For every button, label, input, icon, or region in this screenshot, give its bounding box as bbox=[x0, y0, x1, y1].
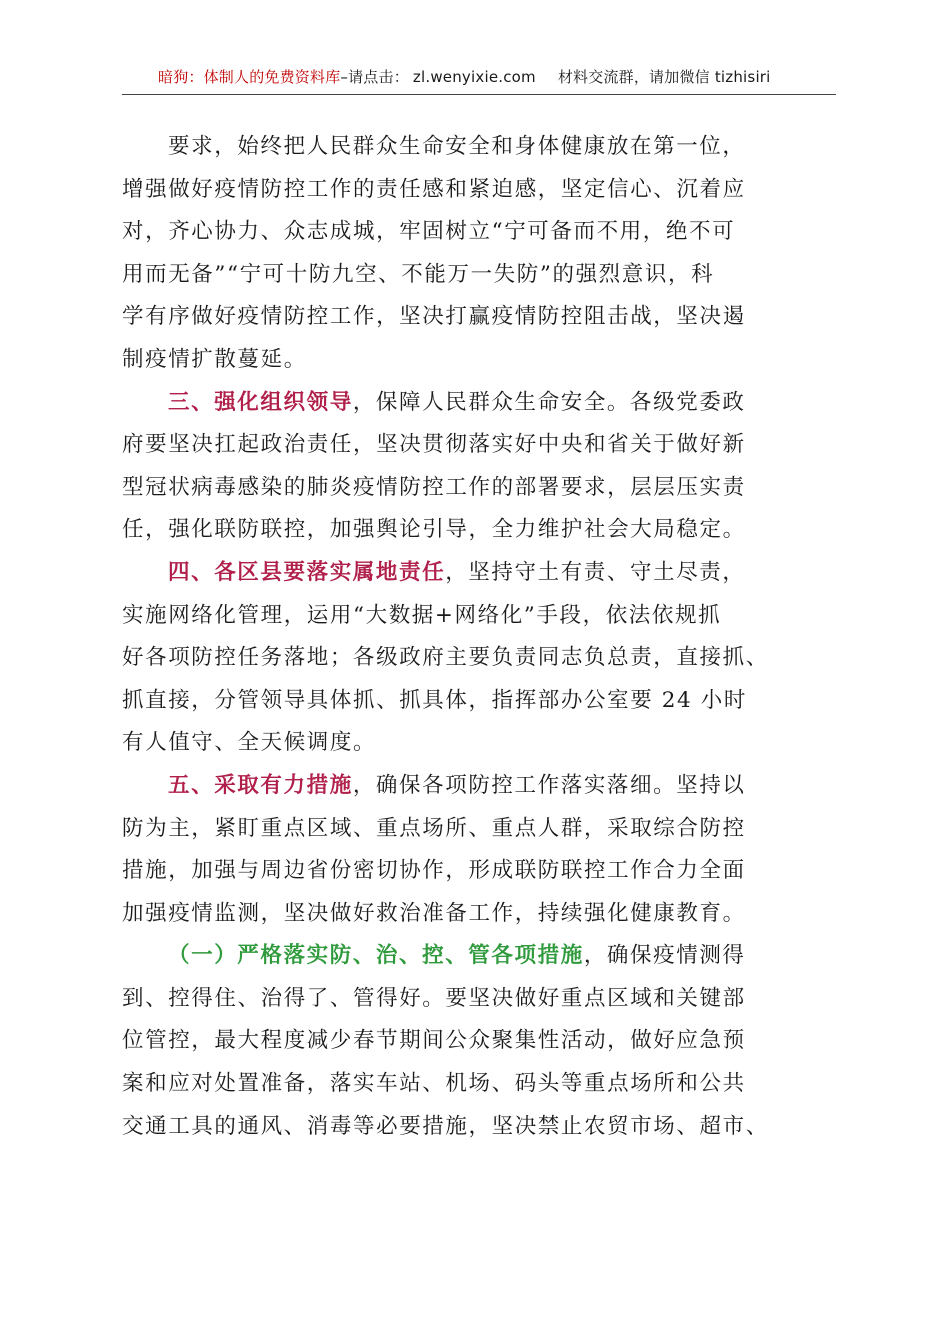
text-line: 学有序做好疫情防控工作，坚决打赢疫情防控阻击战，坚决遏 bbox=[122, 304, 746, 330]
section-heading: 三、强化组织领导 bbox=[168, 389, 353, 415]
text-line: 对，齐心协力、众志成城，牢固树立“宁可备而不用，绝不可 bbox=[122, 219, 736, 245]
text-line: 抓直接，分管领导具体抓、抓具体，指挥部办公室要 24 小时 bbox=[122, 687, 747, 713]
text-line: 型冠状病毒感染的肺炎疫情防控工作的部署要求，层层压实责 bbox=[122, 474, 746, 500]
text-run: ，坚持守土有责、守土尽责， bbox=[445, 559, 746, 585]
subsection-heading: （一）严格落实防、治、控、管各项措施 bbox=[168, 943, 584, 969]
paragraph-5 bbox=[122, 935, 836, 1148]
text-run: ，确保疫情测得 bbox=[583, 943, 746, 969]
header-site-name: 暗狗：体制人的免费资料库 bbox=[158, 68, 341, 86]
text-line: 增强做好疫情防控工作的责任感和紧迫感，坚定信心、沉着应 bbox=[122, 176, 746, 202]
document-body bbox=[122, 126, 836, 1148]
text-line: 府要坚决扛起政治责任，坚决贯彻落实好中央和省关于做好新 bbox=[122, 432, 746, 458]
text-line: 案和应对处置准备，落实车站、机场、码头等重点场所和公共 bbox=[122, 1071, 746, 1097]
text-run: ，确保各项防控工作落实落细。坚持以 bbox=[352, 772, 746, 798]
header-click-label: –请点击： bbox=[340, 68, 409, 86]
header-url-link[interactable]: zl.wenyixie.com bbox=[412, 68, 536, 86]
section-heading: 五、采取有力措施 bbox=[168, 772, 353, 798]
text-run: ，保障人民群众生命安全。各级党委政 bbox=[352, 389, 746, 415]
paragraph-1 bbox=[122, 126, 836, 382]
header-group-note: 材料交流群，请加微信 tizhisiri bbox=[557, 68, 771, 86]
text-line: 加强疫情监测，坚决做好救治准备工作，持续强化健康教育。 bbox=[122, 900, 746, 926]
text-line: 用而无备”“宁可十防九空、不能万一失防”的强烈意识，科 bbox=[122, 261, 715, 287]
text-line bbox=[122, 552, 836, 595]
text-line: 好各项防控任务落地；各级政府主要负责同志负总责，直接抓、 bbox=[122, 645, 769, 671]
paragraph-2 bbox=[122, 382, 836, 552]
text-line: 实施网络化管理，运用“大数据+网络化”手段，依法依规抓 bbox=[122, 602, 722, 628]
header-divider bbox=[122, 94, 836, 95]
paragraph-4 bbox=[122, 765, 836, 935]
page-header bbox=[122, 66, 836, 87]
text-line: 要求，始终把人民群众生命安全和身体健康放在第一位， bbox=[168, 134, 746, 159]
section-heading: 四、各区县要落实属地责任 bbox=[168, 559, 446, 585]
text-line bbox=[122, 382, 836, 425]
text-line: 位管控，最大程度减少春节期间公众聚集性活动，做好应急预 bbox=[122, 1028, 746, 1054]
text-line: 有人值守、全天候调度。 bbox=[122, 730, 377, 756]
text-line bbox=[122, 765, 836, 808]
text-line: 任，强化联防联控，加强舆论引导，全力维护社会大局稳定。 bbox=[122, 517, 746, 543]
paragraph-3 bbox=[122, 552, 836, 765]
text-line: 措施，加强与周边省份密切协作，形成联防联控工作合力全面 bbox=[122, 858, 746, 884]
text-line bbox=[122, 935, 836, 978]
text-line: 到、控得住、治得了、管得好。要坚决做好重点区域和关键部 bbox=[122, 985, 746, 1011]
text-line: 制疫情扩散蔓延。 bbox=[122, 346, 307, 372]
text-line: 防为主，紧盯重点区域、重点场所、重点人群，采取综合防控 bbox=[122, 815, 746, 841]
text-line: 交通工具的通风、消毒等必要措施，坚决禁止农贸市场、超市、 bbox=[122, 1113, 769, 1139]
